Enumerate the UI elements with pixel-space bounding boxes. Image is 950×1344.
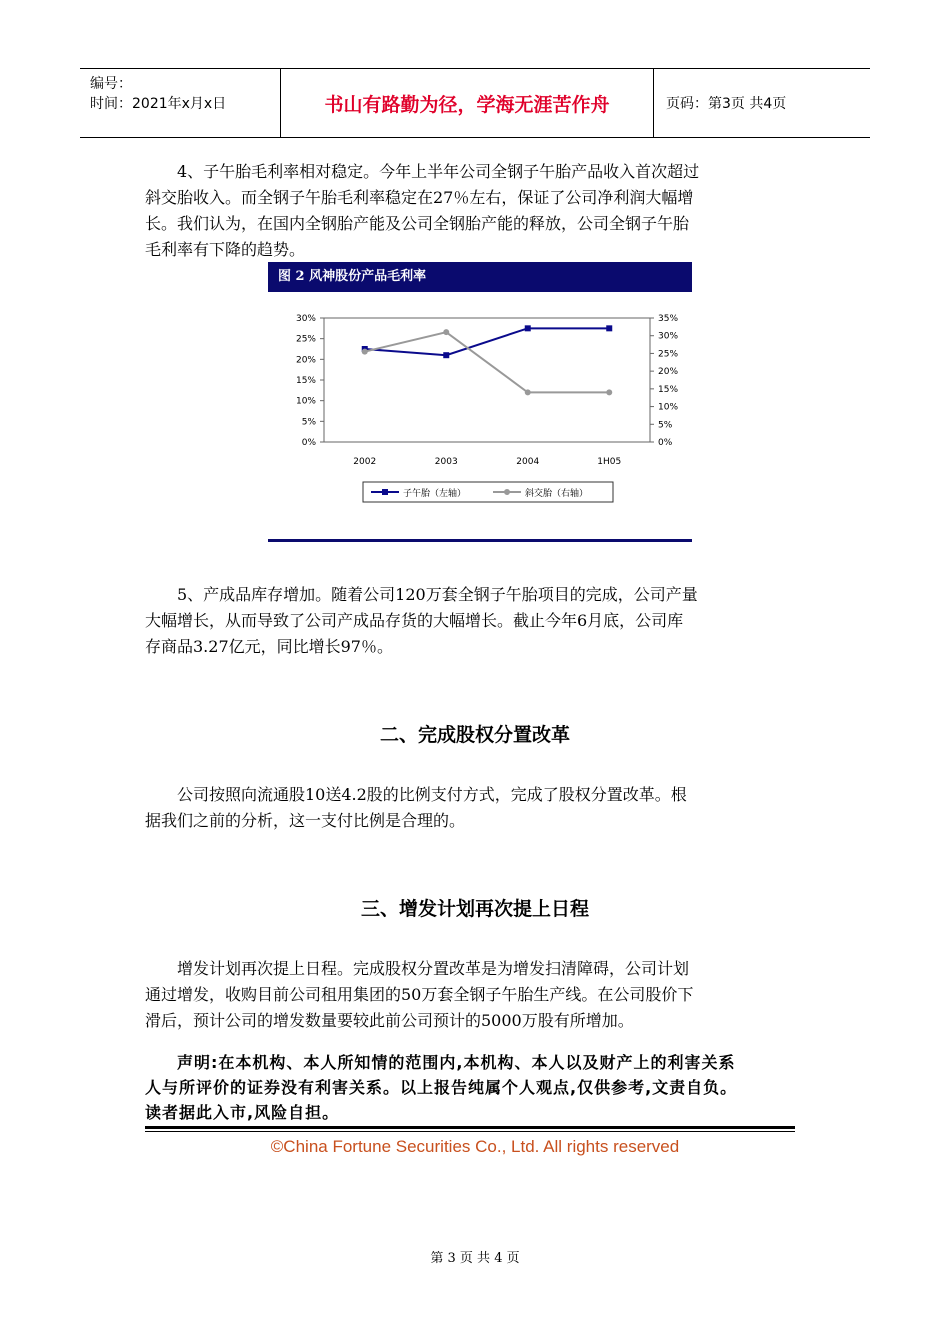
left-axis-tick-label: 15% [295, 376, 316, 386]
text-line: 5、产成品库存增加。随着公司120万套全钢子午胎项目的完成，公司产量 [177, 585, 698, 604]
header-meta [80, 69, 281, 137]
text-line: 毛利率有下降的趋势。 [145, 240, 306, 259]
footer-rule-thin [145, 1131, 795, 1132]
text-line: 大幅增长，从而导致了公司产成品存货的大幅增长。截止今年6月底，公司库 [145, 611, 684, 630]
data-point [525, 325, 531, 331]
doc-number-label: 编号： [90, 76, 132, 92]
x-axis-tick-label: 2004 [516, 457, 540, 467]
data-point [362, 349, 368, 355]
paragraph-reform [145, 782, 805, 834]
header-motto: 书山有路勤为径，学海无涯苦作舟 [281, 69, 654, 137]
disclaimer-line: 人与所评价的证券没有利害关系。以上报告纯属个人观点,仅供参考,文责自负。 [145, 1078, 738, 1097]
data-point [443, 329, 449, 335]
x-axis-tick-label: 2003 [434, 457, 458, 467]
header-page-info: 页码：第3页 共4页 [666, 96, 787, 112]
text-line: 滑后，预计公司的增发数量要较此前公司预计的5000万股有所增加。 [145, 1011, 634, 1030]
data-point [525, 389, 531, 395]
text-line: 据我们之前的分析，这一支付比例是合理的。 [145, 811, 466, 830]
chart-svg [268, 292, 692, 562]
right-axis-tick-label: 10% [658, 402, 679, 413]
disclaimer [145, 1050, 805, 1125]
left-axis-tick-label: 5% [301, 417, 316, 428]
data-point [606, 389, 612, 395]
right-axis-tick-label: 0% [658, 438, 673, 448]
text-line: 增发计划再次提上日程。完成股权分置改革是为增发扫清障碍，公司计划 [177, 959, 690, 978]
right-axis-tick-label: 25% [658, 349, 679, 360]
paragraph-issuance [145, 956, 805, 1034]
margin-chart [268, 262, 692, 544]
disclaimer-line: 读者据此入市,风险自担。 [145, 1103, 340, 1122]
text-line: 通过增发，收购目前公司租用集团的50万套全钢子午胎生产线。在公司股价下 [145, 985, 694, 1004]
paragraph-inventory [145, 582, 805, 660]
left-axis-tick-label: 20% [295, 355, 316, 366]
left-axis-tick-label: 25% [295, 334, 316, 345]
footer-rule-thick [145, 1126, 795, 1129]
left-axis-tick-label: 0% [301, 438, 316, 448]
legend-label: 子午胎（左轴） [403, 489, 467, 499]
copyright-notice: ©China Fortune Securities Co., Ltd. All rights reserved [270, 1137, 680, 1156]
doc-date-label: 时间：2021年x月x日 [90, 96, 227, 112]
text-line: 公司按照向流通股10送4.2股的比例支付方式，完成了股权分置改革。根 [177, 785, 687, 804]
series-line-0 [365, 328, 610, 355]
left-axis-tick-label: 30% [295, 314, 316, 324]
disclaimer-line: 声明:在本机构、本人所知情的范围内,本机构、本人以及财产上的利害关系 [177, 1053, 736, 1072]
right-axis-tick-label: 35% [658, 314, 679, 324]
right-axis-tick-label: 5% [658, 420, 673, 431]
data-point [443, 352, 449, 358]
x-axis-tick-label: 1H05 [597, 457, 622, 467]
text-line: 长。我们认为，在国内全钢胎产能及公司全钢胎产能的释放，公司全钢子午胎 [145, 214, 690, 233]
legend-swatch-marker [504, 489, 510, 495]
text-line: 存商品3.27亿元，同比增长97％。 [145, 637, 393, 656]
legend-label: 斜交胎（右轴） [525, 489, 589, 499]
chart-title: 图 2 风神股份产品毛利率 [268, 262, 692, 292]
section-heading-reform: 二、完成股权分置改革 [379, 724, 570, 746]
legend-swatch-marker [382, 489, 388, 495]
text-line: 4、子午胎毛利率相对稳定。今年上半年公司全钢子午胎产品收入首次超过 [177, 162, 700, 181]
x-axis-tick-label: 2002 [353, 457, 377, 467]
chart-bottom-rule [268, 539, 692, 542]
header-table [80, 68, 870, 138]
plot-area [324, 318, 650, 442]
right-axis-tick-label: 15% [658, 384, 679, 395]
right-axis-tick-label: 30% [658, 331, 679, 342]
left-axis-tick-label: 10% [295, 396, 316, 407]
right-axis-tick-label: 20% [658, 367, 679, 378]
text-line: 斜交胎收入。而全钢子午胎毛利率稳定在27％左右，保证了公司净利润大幅增 [145, 188, 694, 207]
data-point [606, 325, 612, 331]
paragraph-gross-margin [145, 159, 805, 263]
page-footer: 第 3 页 共 4 页 [430, 1251, 520, 1266]
section-heading-issuance: 三、增发计划再次提上日程 [360, 898, 589, 920]
